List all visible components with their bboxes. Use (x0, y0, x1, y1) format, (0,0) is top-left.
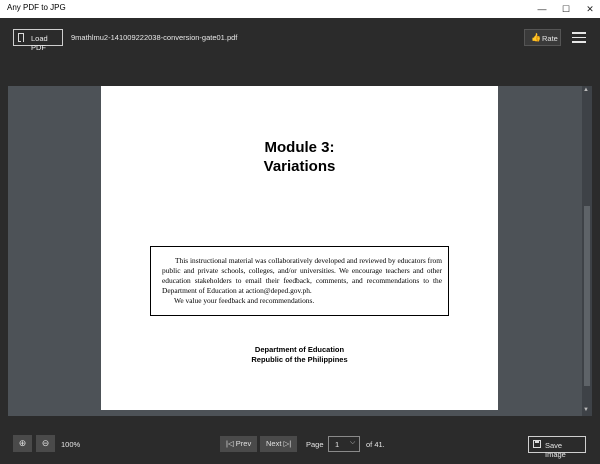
thumbs-up-icon: 👍 (531, 33, 541, 42)
module-title-line1: Module 3: (264, 139, 335, 156)
module-title-line2: Variations (263, 158, 336, 175)
window-title: Any PDF to JPG (7, 3, 66, 12)
zoom-in-icon[interactable]: ⊕ (13, 435, 32, 452)
save-icon (533, 440, 541, 448)
rate-label: Rate (542, 33, 558, 43)
next-button[interactable]: Next ▷| (260, 436, 297, 452)
pdf-page (101, 86, 498, 410)
minimize-button[interactable]: — (537, 4, 547, 14)
current-page-value: 1 (335, 440, 340, 449)
department-block (101, 345, 498, 365)
window-titlebar (0, 0, 600, 19)
top-toolbar (0, 18, 600, 58)
file-name: 9mathlmu2-141009222038-conversion-gate01.pdf (71, 33, 238, 42)
pdf-viewer[interactable] (8, 86, 592, 416)
page-label: Page (306, 440, 324, 449)
scroll-down-icon[interactable]: ▼ (583, 407, 589, 413)
document-icon (18, 33, 24, 42)
scroll-up-icon[interactable]: ▲ (583, 87, 589, 93)
module-title (101, 138, 498, 176)
notice-paragraph: This instructional material was collaboratively developed and reviewed by educators from public and private schools, colleges, and/or universities. We encourage teachers and other education stakeholders to email their feedback, comments, and recommendations to the Department of Education at action@deped.gov.ph. (162, 256, 442, 295)
notice-box (150, 246, 449, 316)
load-pdf-label: Load PDF (31, 33, 48, 52)
zoom-level: 100% (61, 440, 81, 449)
load-pdf-button[interactable] (13, 29, 63, 52)
rate-button[interactable] (524, 29, 561, 46)
vertical-scrollbar[interactable] (582, 86, 592, 416)
close-button[interactable]: ✕ (586, 4, 594, 14)
bottom-toolbar (0, 424, 600, 464)
country-name: Republic of the Philippines (251, 355, 348, 364)
prev-button[interactable]: |◁ Prev (220, 436, 257, 452)
department-name: Department of Education (254, 345, 345, 354)
page-select[interactable] (328, 436, 360, 452)
save-image-button[interactable] (528, 436, 586, 459)
page-count: of 41. (366, 440, 385, 449)
chevron-down-icon: ⌵ (350, 439, 356, 446)
zoom-out-icon[interactable]: ⊖ (36, 435, 55, 452)
maximize-button[interactable]: ☐ (561, 4, 571, 14)
notice-closing: We value your feedback and recommendations. (174, 296, 315, 305)
hamburger-menu-icon[interactable] (572, 32, 586, 43)
save-image-label: Save Image (545, 440, 566, 459)
scroll-thumb[interactable] (584, 206, 590, 386)
